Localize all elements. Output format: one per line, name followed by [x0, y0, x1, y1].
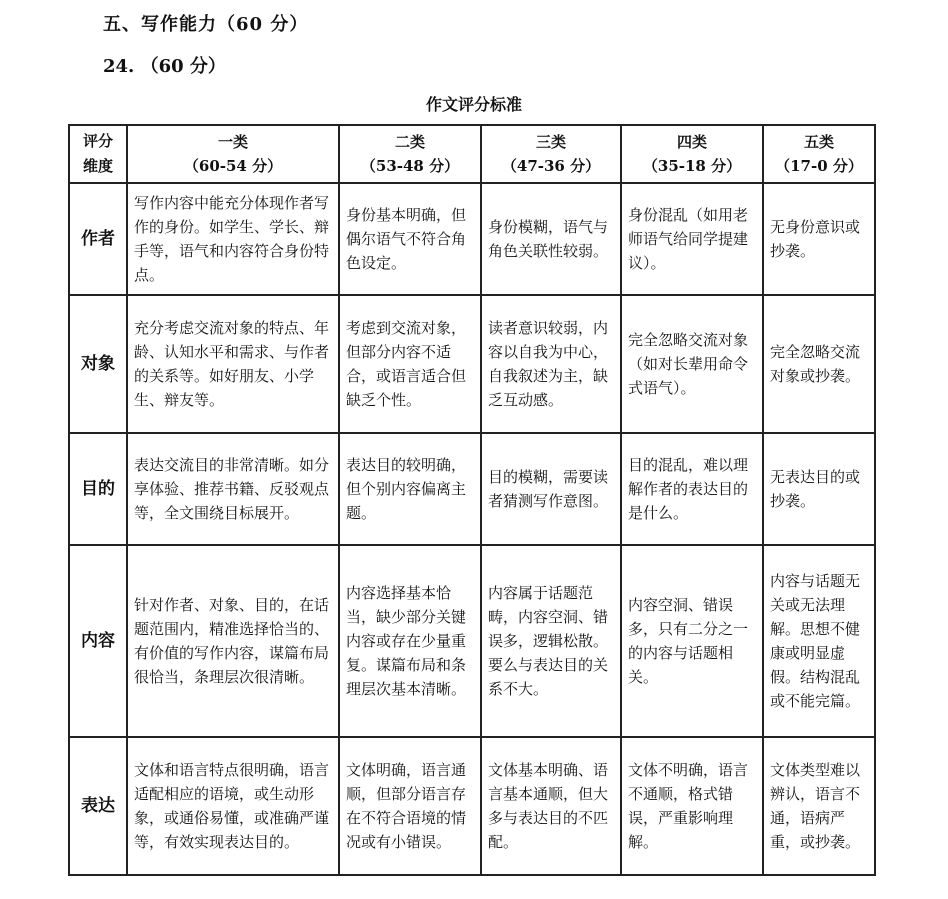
table-cell: 完全忽略交流对象（如对长辈用命令式语气）。	[621, 295, 763, 433]
row-header-expression: 表达	[69, 737, 127, 875]
table-cell: 内容选择基本恰当，缺少部分关键内容或存在少量重复。谋篇布局和条理层次基本清晰。	[339, 545, 481, 737]
table-cell: 写作内容中能充分体现作者写作的身份。如学生、学长、辩手等，语气和内容符合身份特点。	[127, 183, 339, 295]
row-header-purpose: 目的	[69, 433, 127, 545]
table-row-author	[69, 183, 875, 295]
column-header-class-4	[621, 125, 763, 183]
table-row-audience	[69, 295, 875, 433]
table-title: 作文评分标准	[425, 95, 522, 114]
table-cell: 表达目的较明确，但个别内容偏离主题。	[339, 433, 481, 545]
column-score-range: （60-54 分）	[183, 157, 283, 175]
column-header-class-5	[763, 125, 875, 183]
table-row-purpose	[69, 433, 875, 545]
table-cell: 内容空洞、错误多，只有二分之一的内容与话题相关。	[621, 545, 763, 737]
section-heading: 五、写作能力（60 分）	[103, 14, 309, 35]
column-name: 三类	[535, 133, 566, 151]
column-name: 一类	[217, 133, 248, 151]
corner-header	[69, 125, 127, 183]
corner-label-top: 评分	[82, 132, 113, 150]
table-header-row	[69, 125, 875, 183]
table-cell: 表达交流目的非常清晰。如分享体验、推荐书籍、反驳观点等，全文围绕目标展开。	[127, 433, 339, 545]
row-header-author: 作者	[69, 183, 127, 295]
table-cell: 完全忽略交流对象或抄袭。	[763, 295, 875, 433]
column-name: 二类	[394, 133, 425, 151]
column-header-class-2	[339, 125, 481, 183]
table-cell: 文体和语言特点很明确，语言适配相应的语境，或生动形象，或通俗易懂，或准确严谨等，有效实现表达目的。	[127, 737, 339, 875]
table-cell: 针对作者、对象、目的，在话题范围内，精准选择恰当的、有价值的写作内容，谋篇布局很恰当，条理层次很清晰。	[127, 545, 339, 737]
table-cell: 内容与话题无关或无法理解。思想不健康或明显虚假。结构混乱或不能完篇。	[763, 545, 875, 737]
column-name: 五类	[803, 133, 834, 151]
column-name: 四类	[676, 133, 707, 151]
column-header-class-3	[481, 125, 621, 183]
corner-label-bottom: 维度	[82, 157, 113, 175]
table-cell: 身份基本明确，但偶尔语气不符合角色设定。	[339, 183, 481, 295]
table-row-content	[69, 545, 875, 737]
column-score-range: （35-18 分）	[642, 157, 742, 175]
table-cell: 考虑到交流对象，但部分内容不适合，或语言适合但缺乏个性。	[339, 295, 481, 433]
table-cell: 无身份意识或抄袭。	[763, 183, 875, 295]
row-header-content: 内容	[69, 545, 127, 737]
table-cell: 文体明确，语言通顺，但部分语言存在不符合语境的情况或有小错误。	[339, 737, 481, 875]
table-cell: 身份混乱（如用老师语气给同学提建议）。	[621, 183, 763, 295]
table-cell: 读者意识较弱，内容以自我为中心，自我叙述为主，缺乏互动感。	[481, 295, 621, 433]
column-score-range: （53-48 分）	[360, 157, 460, 175]
table-cell: 目的混乱，难以理解作者的表达目的是什么。	[621, 433, 763, 545]
table-cell: 充分考虑交流对象的特点、年龄、认知水平和需求、与作者的关系等。如好朋友、小学生、辩友等。	[127, 295, 339, 433]
column-score-range: （17-0 分）	[775, 157, 863, 175]
column-header-class-1	[127, 125, 339, 183]
row-header-audience: 对象	[69, 295, 127, 433]
table-cell: 目的模糊，需要读者猜测写作意图。	[481, 433, 621, 545]
scoring-table	[68, 124, 876, 876]
table-cell: 文体不明确，语言不通顺，格式错误，严重影响理解。	[621, 737, 763, 875]
table-cell: 文体基本明确、语言基本通顺，但大多与表达目的不匹配。	[481, 737, 621, 875]
column-score-range: （47-36 分）	[501, 157, 601, 175]
table-cell: 内容属于话题范畴，内容空洞、错误多，逻辑松散。要么与表达目的关系不大。	[481, 545, 621, 737]
question-number: 24. （60 分）	[103, 56, 226, 77]
table-cell: 文体类型难以辨认，语言不通，语病严重，或抄袭。	[763, 737, 875, 875]
table-row-expression	[69, 737, 875, 875]
table-cell: 无表达目的或抄袭。	[763, 433, 875, 545]
table-cell: 身份模糊，语气与角色关联性较弱。	[481, 183, 621, 295]
